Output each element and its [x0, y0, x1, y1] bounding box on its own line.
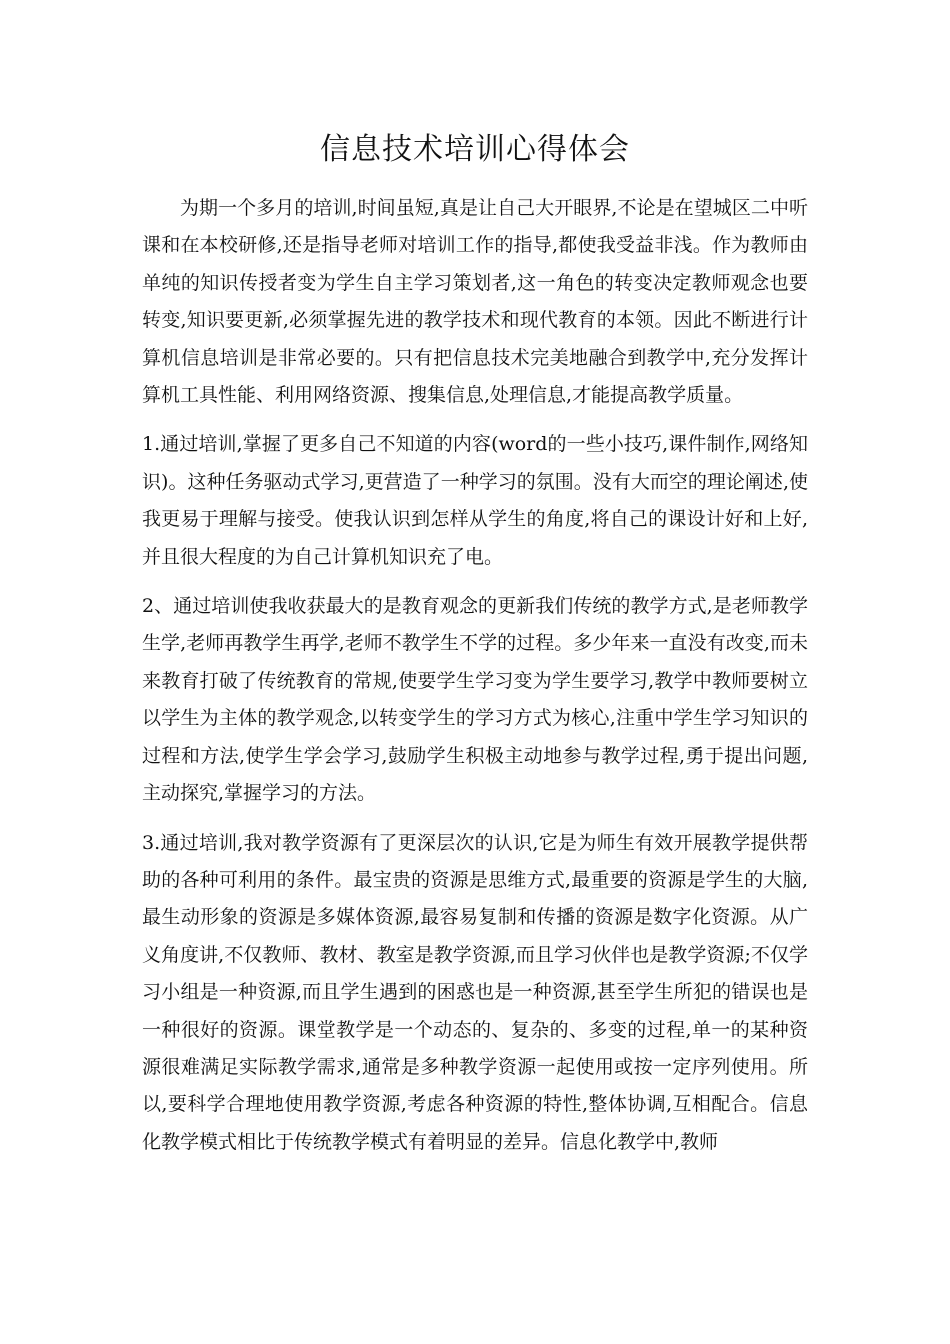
point-2-paragraph: 2、通过培训使我收获最大的是教育观念的更新我们传统的教学方式,是老师教学生学,老师再教学生再学,老师不教学生不学的过程。多少年来一直没有改变,而未来教育打破了传统教育的常规,使要学生学习变为学生要学习,教学中教师要树立以学生为主体的教学观念,以转变学生的学习方式为核心,注重中学生学习知识的过程和方法,使学生学会学习,鼓励学生积极主动地参与教学过程,勇于提出问题,主动探究,掌握学习的方法。	[142, 595, 808, 805]
point-1-paragraph: 1.通过培训,掌握了更多自己不知道的内容(word的一些小技巧,课件制作,网络知识)。这种任务驱动式学习,更营造了一种学习的氛围。没有大而空的理论阐述,使我更易于理解与接受。使我认识到怎样从学生的角度,将自己的课设计好和上好,并且很大程度的为自己计算机知识充了电。	[142, 433, 808, 568]
intro-paragraph: 为期一个多月的培训,时间虽短,真是让自己大开眼界,不论是在望城区二中听课和在本校研修,还是指导老师对培训工作的指导,都使我受益非浅。作为教师由单纯的知识传授者变为学生自主学习策划者,这一角色的转变决定教师观念也要转变,知识要更新,必须掌握先进的教学技术和现代教育的本领。因此不断进行计算机信息培训是非常必要的。只有把信息技术完美地融合到教学中,充分发挥计算机工具性能、利用网络资源、搜集信息,处理信息,才能提高教学质量。	[142, 197, 808, 407]
document-body	[142, 190, 808, 1161]
point-3-paragraph: 3.通过培训,我对教学资源有了更深层次的认识,它是为师生有效开展教学提供帮助的各种可利用的条件。最宝贵的资源是思维方式,最重要的资源是学生的大脑,最生动形象的资源是多媒体资源,最容易复制和传播的资源是数字化资源。从广义角度讲,不仅教师、教材、教室是教学资源,而且学习伙伴也是教学资源;不仅学习小组是一种资源,而且学生遇到的困惑也是一种资源,甚至学生所犯的错误也是一种很好的资源。课堂教学是一个动态的、复杂的、多变的过程,单一的某种资源很难满足实际教学需求,通常是多种教学资源一起使用或按一定序列使用。所以,要科学合理地使用教学资源,考虑各种资源的特性,整体协调,互相配合。信息化教学模式相比于传统教学模式有着明显的差异。信息化教学中,教师	[142, 831, 808, 1153]
document-title: 信息技术培训心得体会	[320, 132, 630, 167]
